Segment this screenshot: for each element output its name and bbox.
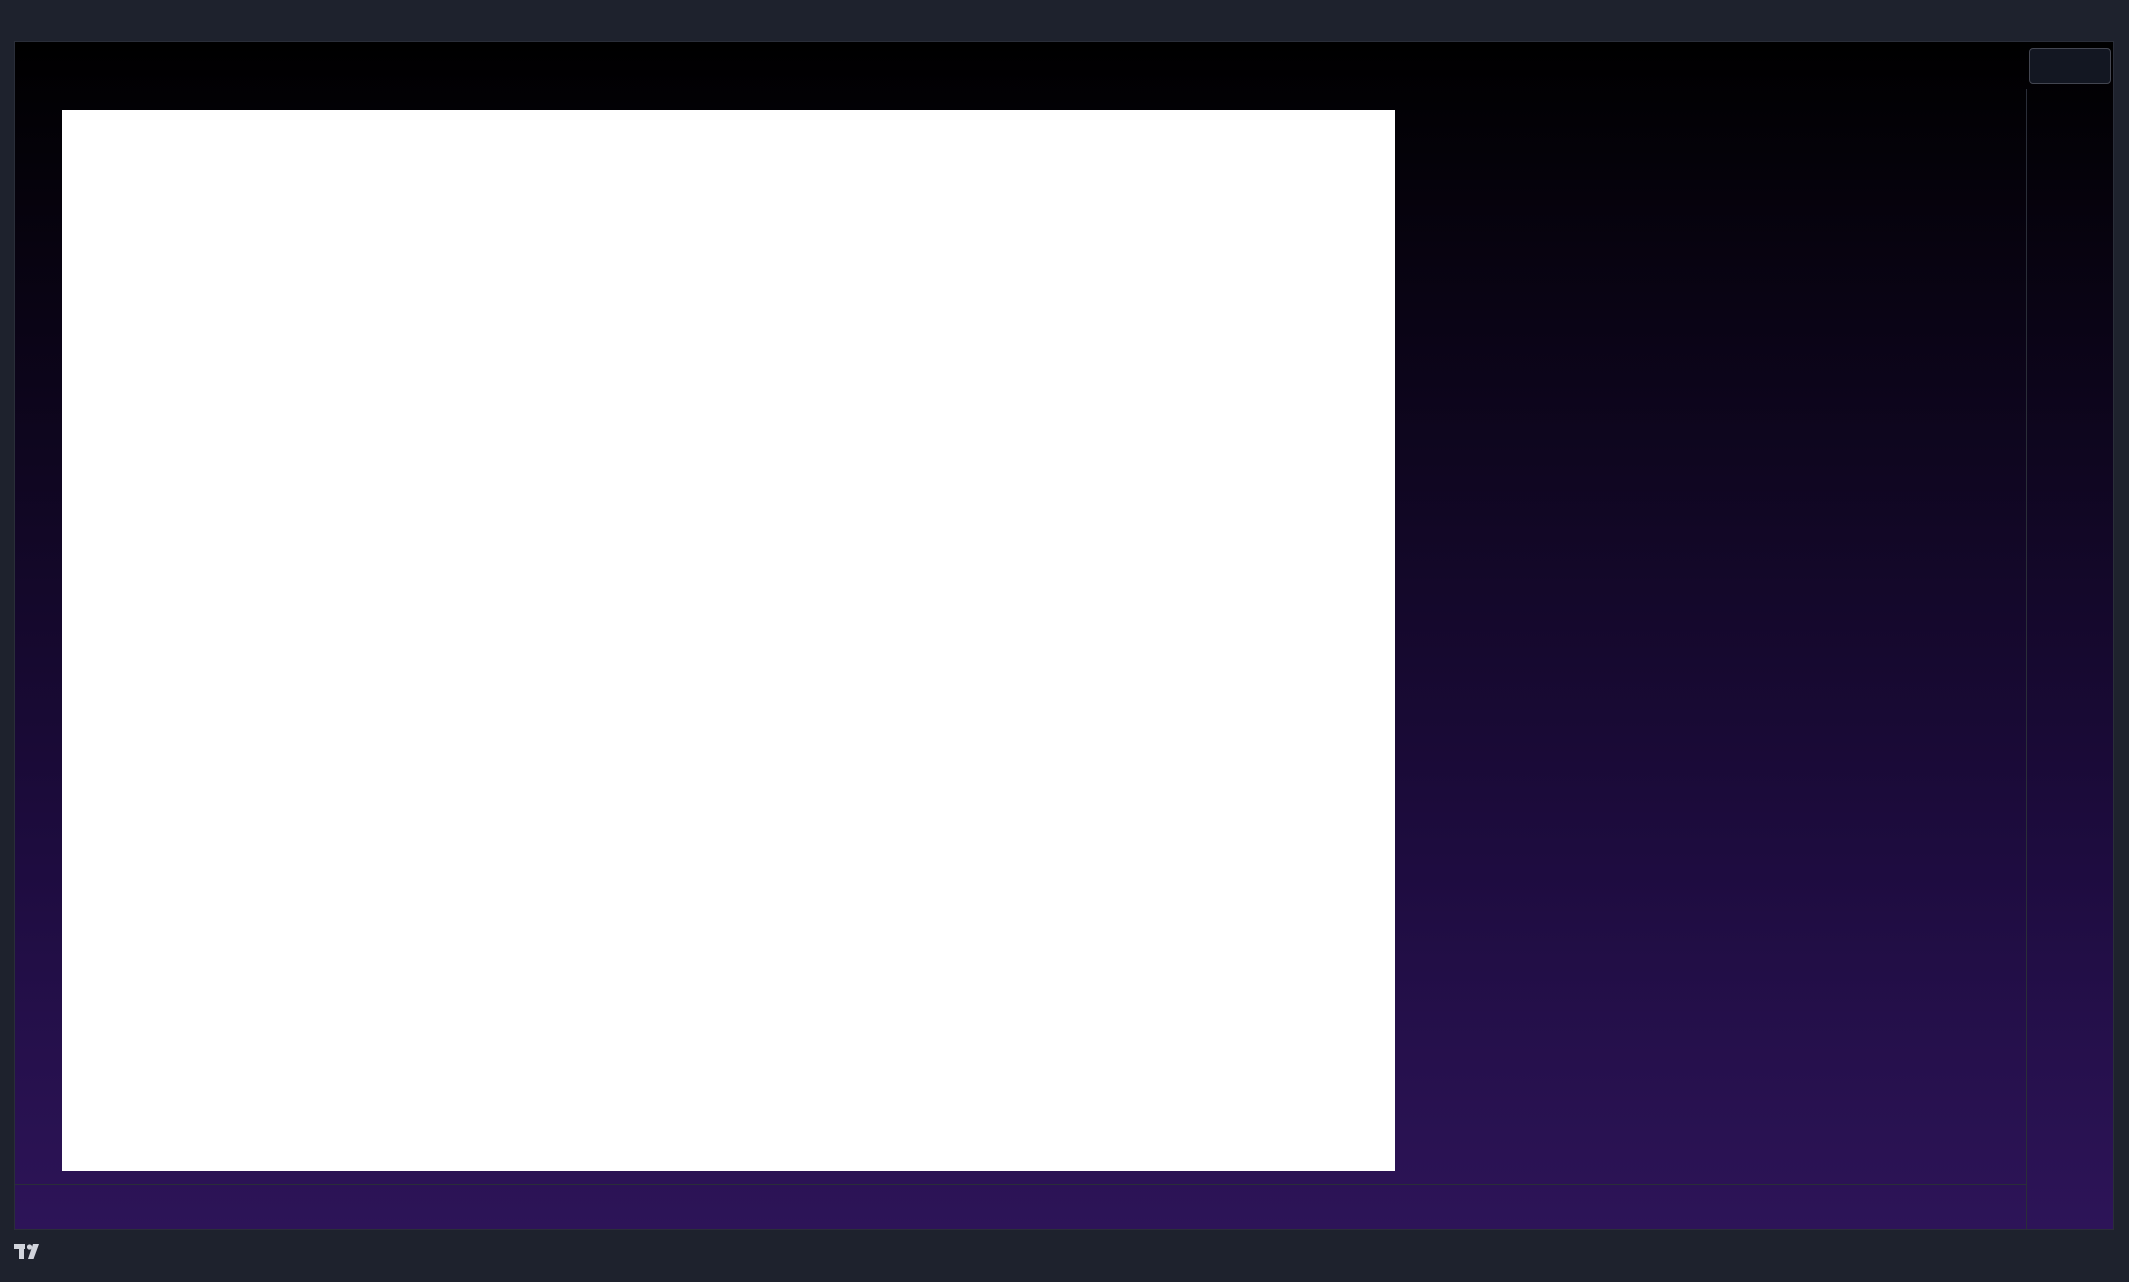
chart-pane[interactable] bbox=[14, 41, 2114, 1230]
publish-bar bbox=[0, 0, 2129, 41]
footer-bar bbox=[0, 1230, 2129, 1282]
correlation-table bbox=[62, 110, 1395, 1171]
currency-button[interactable] bbox=[2029, 48, 2111, 84]
tradingview-logo[interactable] bbox=[14, 1244, 52, 1260]
price-axis[interactable] bbox=[2026, 89, 2027, 1229]
tradingview-logo-icon bbox=[14, 1244, 44, 1260]
time-axis-line bbox=[15, 1184, 2026, 1185]
series-legend[interactable] bbox=[28, 54, 44, 74]
